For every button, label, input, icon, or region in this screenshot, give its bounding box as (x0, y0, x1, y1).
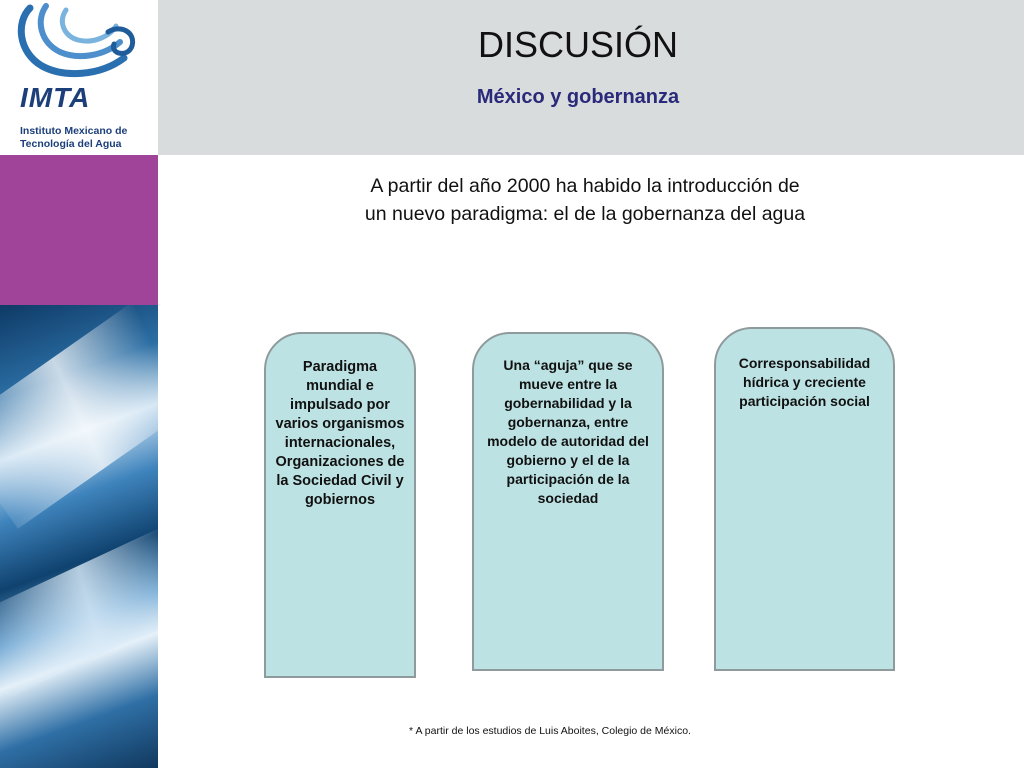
footnote: * A partir de los estudios de Luis Aboites, Colegio de México. (409, 725, 691, 737)
sidebar (0, 0, 158, 768)
card-text: Paradigma mundial e impulsado por varios organismos internacionales, Organizaciones de la Sociedad Civil y gobiernos (275, 359, 405, 508)
intro-line-1: A partir del año 2000 ha habido la introducción de (370, 175, 800, 197)
water-photo (0, 305, 158, 768)
logo-acronym: IMTA (20, 82, 91, 113)
card-global-paradigm (264, 332, 416, 678)
logo-name-line-2: Tecnología del Agua (20, 138, 122, 150)
logo-name-line-1: Instituto Mexicano de (20, 125, 128, 137)
logo-name (20, 125, 150, 151)
intro-text (300, 172, 870, 228)
imta-logo (0, 0, 158, 155)
slide-subtitle: México y gobernanza (476, 86, 680, 108)
intro-line-2: un nuevo paradigma: el de la gobernanza del agua (364, 203, 806, 225)
slide-header (158, 0, 1024, 155)
card-needle (472, 332, 664, 671)
slide-title: DISCUSIÓN (477, 24, 679, 65)
card-text: Una “aguja” que se mueve entre la gobernabilidad y la gobernanza, entre modelo de autoridad del gobierno y el de la participación de la sociedad (487, 357, 649, 506)
sidebar-accent-block (0, 155, 158, 305)
card-coresponsibility (714, 327, 895, 671)
card-text: Corresponsabilidad hídrica y creciente participación social (738, 355, 871, 409)
water-swirl-logo-icon (12, 2, 142, 84)
